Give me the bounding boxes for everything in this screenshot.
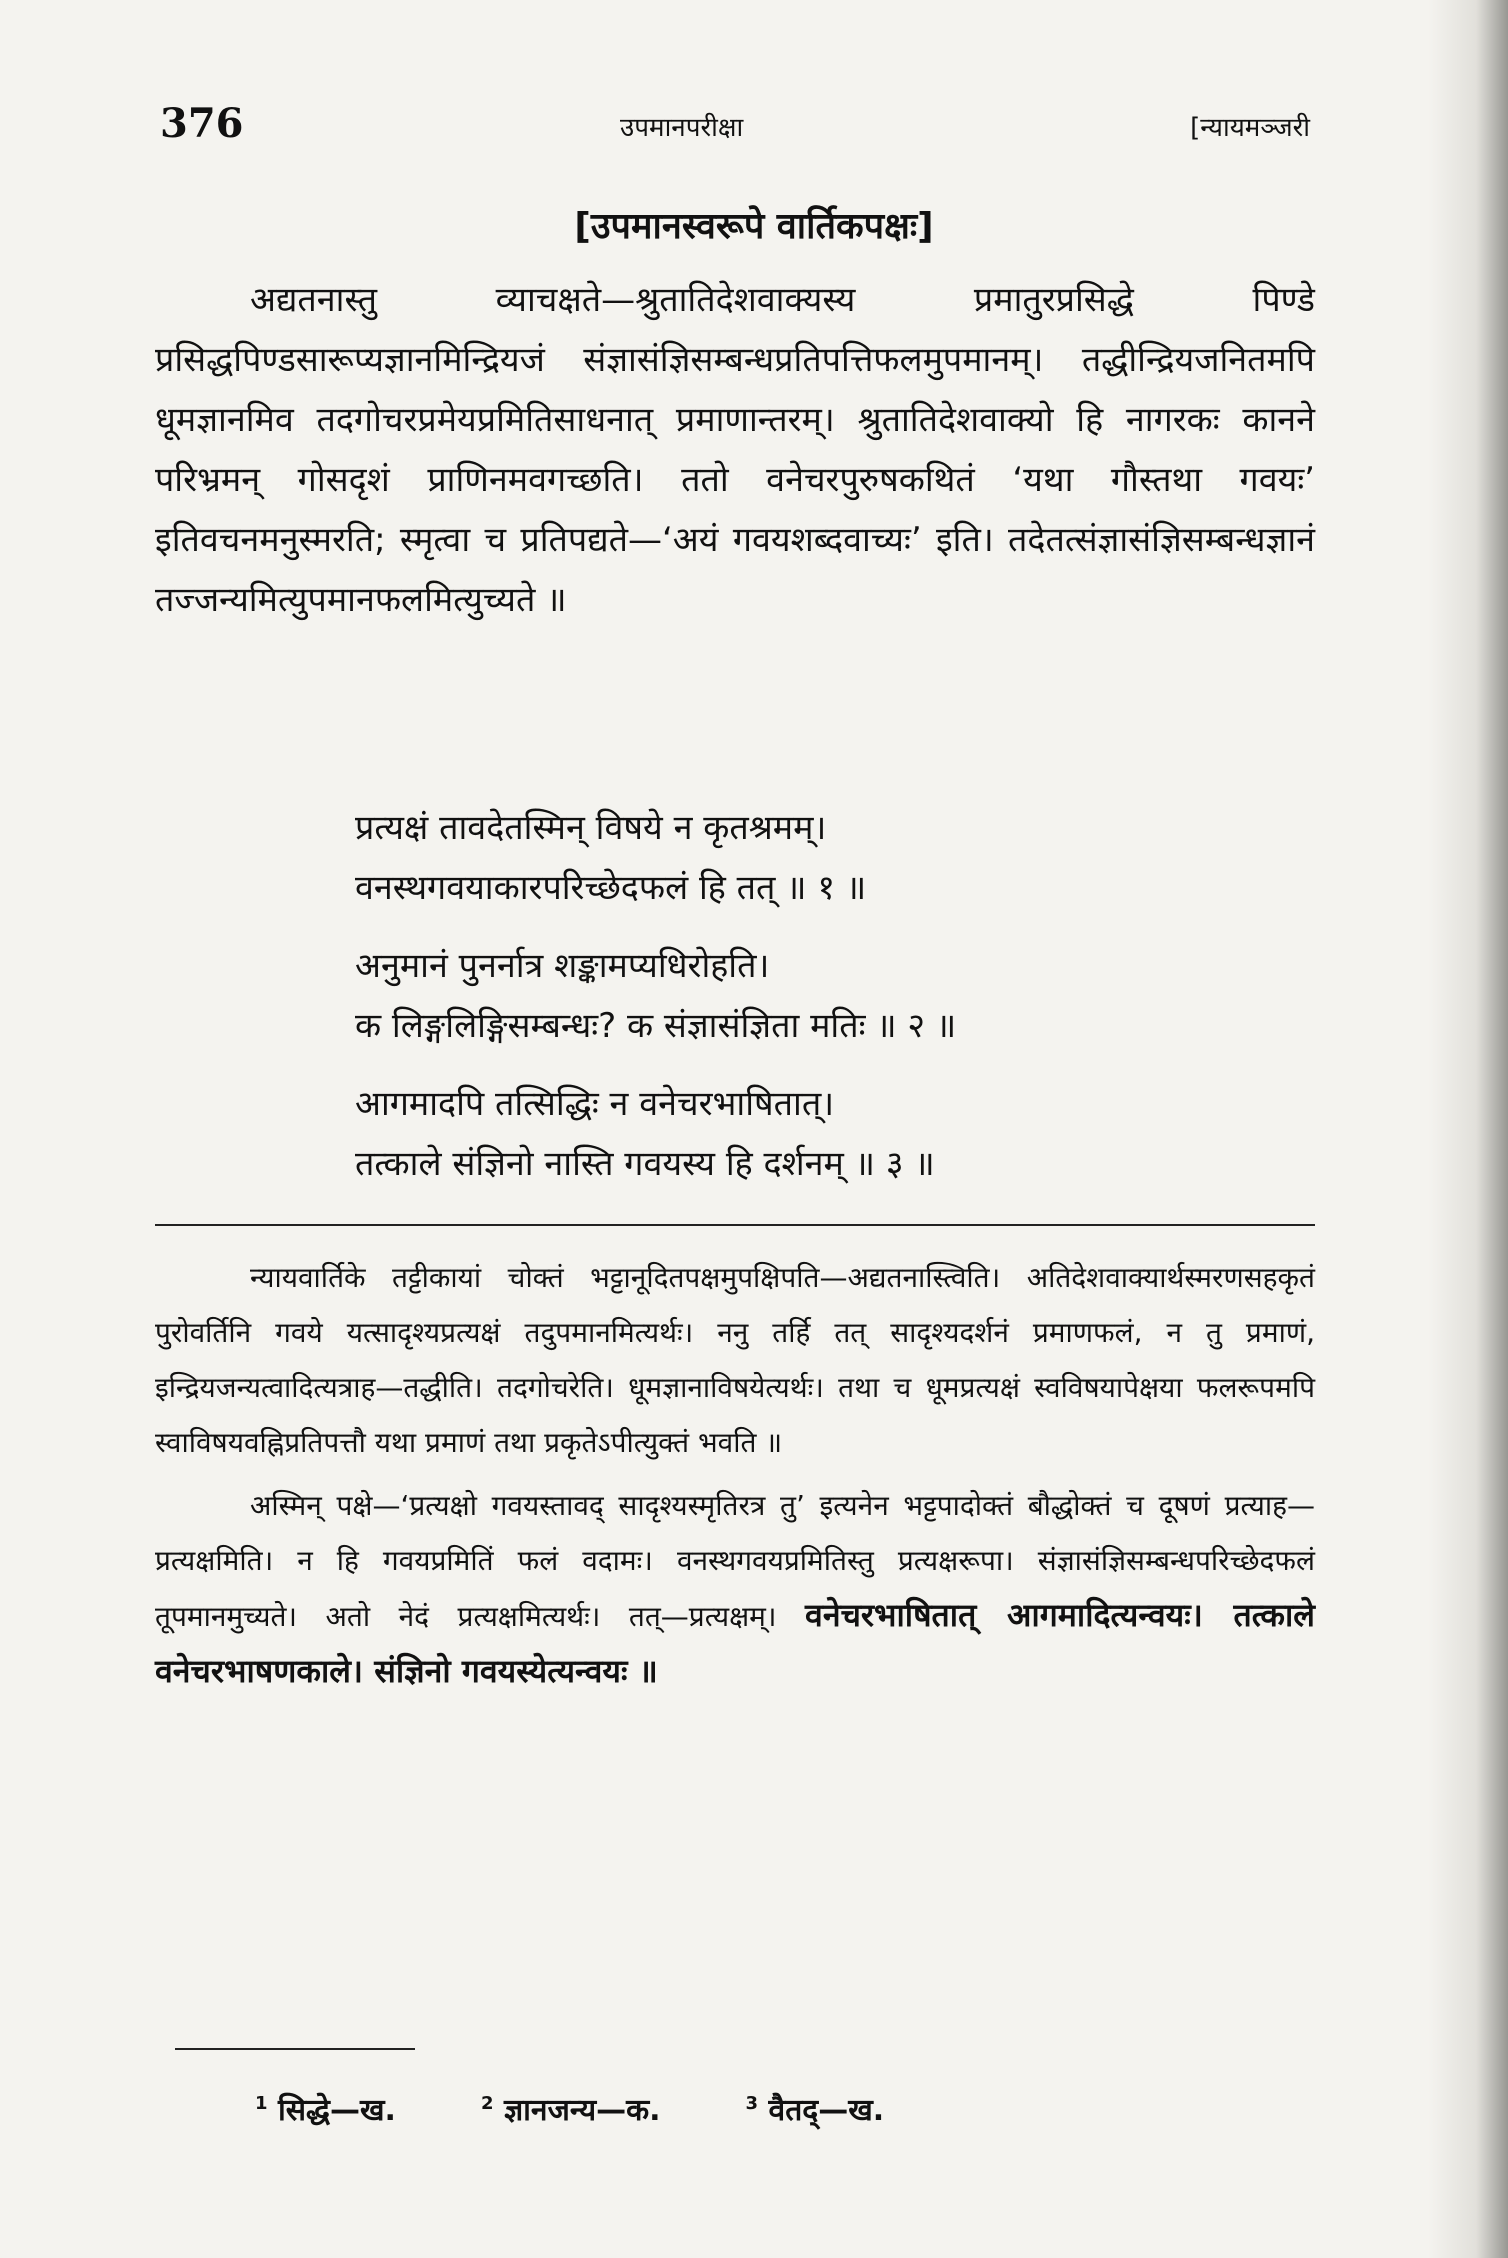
main-paragraph: अद्यतनास्तु व्याचक्षते—श्रुतातिदेशवाक्यस्य प्रमातुरप्रसिद्धे पिण्डे प्रसिद्धपिण्डसारूप्यज्ञानमिन्द्रियजं संज्ञासंज्ञिसम्बन्धप्रतिपत्तिफलमुपमानम्। तद्धीन्द्रियजनितमपि धूमज्ञानमिव तदगोचरप्रमेयप्रमितिसाधनात् प्रमाणान्तरम्। श्रुतातिदेशवाक्यो हि नागरकः कानने परिभ्रमन् गोसदृशं प्राणिनमवगच्छति। ततो वनेचरपुरुषकथितं ‘यथा गौस्तथा गवयः’ इतिवचनमनुस्मरति; स्मृत्वा च प्रतिपद्यते—‘अयं गवयशब्दवाच्यः’ इति। तदेतत्संज्ञासंज्ञिसम्बन्धज्ञानं तज्जन्यमित्युपमानफलमित्युच्यते ॥ [155,280,1315,620]
footnote-text: ज्ञानजन्य—क. [503,2093,661,2128]
verse-line: प्रत्यक्षं तावदेतस्मिन् विषये न कृतश्रमम्। [355,808,827,848]
verse-line: आगमादपि तत्सिद्धिः न वनेचरभाषितात्। [355,1084,835,1124]
footnote-divider [175,2048,415,2050]
main-text [155,270,1315,630]
page-header [160,100,1310,150]
verse-line: वनस्थगवयाकारपरिच्छेदफलं हि तत् ॥ १ ॥ [355,868,867,908]
section-heading: [उपमानस्वरूपे वार्तिकपक्षः] [574,206,934,247]
verses-block [355,798,1255,1212]
page-edge-shadow [1428,0,1508,2258]
footnote-text: वैतद्—ख. [768,2093,885,2128]
verse-2 [355,936,1255,1056]
verse-1 [355,798,1255,918]
commentary-paragraph-2-text: अस्मिन् पक्षे—‘प्रत्यक्षो गवयस्तावद् सादृश्यस्मृतिरत्र तु’ इत्यनेन भट्टपादोक्तं बौद्धोक्तं च दूषणं प्रत्याह—प्रत्यक्षमिति। न हि गवयप्रमितिं फलं वदामः। वनस्थगवयप्रमितिस्तु प्रत्यक्षरूपा। संज्ञासंज्ञिसम्बन्धपरिच्छेदफलं तूपमानमुच्यते। अतो नेदं प्रत्यक्षमित्यर्थः। तत्—प्रत्यक्षम्। [155,1489,1315,1633]
commentary [155,1250,1315,1708]
commentary-paragraph-2-tail: वनेचरभाषितात् आगमादित्यन्वयः। तत्काले वनेचरभाषणकाले। संज्ञिनो गवयस्येत्यन्वयः ॥ [155,1596,1315,1690]
verse-line: अनुमानं पुनर्नात्र शङ्कामप्यधिरोहति। [355,946,770,986]
footnote-mark: 1 [255,2093,268,2114]
section-title: [न्यायमञ्जरी [1190,113,1310,143]
page-number: 376 [160,100,244,147]
commentary-paragraph-1: न्यायवार्तिके तट्टीकायां चोक्तं भट्टानूदितपक्षमुपक्षिपति—अद्यतनास्त्विति। अतिदेशवाक्यार्थस्मरणसहकृतं पुरोवर्तिनि गवये यत्सादृश्यप्रत्यक्षं तदुपमानमित्यर्थः। ननु तर्हि तत् सादृश्यदर्शनं प्रमाणफलं, न तु प्रमाणं, इन्द्रियजन्यत्वादित्यत्राह—तद्धीति। तदगोचरेति। धूमज्ञानाविषयेत्यर्थः। तथा च धूमप्रत्यक्षं स्वविषयापेक्षया फलरूपमपि स्वाविषयवह्निप्रतिपत्तौ यथा प्रमाणं तथा प्रकृतेऽपीत्युक्तं भवति ॥ [155,1261,1315,1459]
footnote-3 [746,2088,885,2129]
footnote-mark: 2 [480,2093,494,2114]
verse-line: तत्काले संज्ञिनो नास्ति गवयस्य हि दर्शनम् ॥ ३ ॥ [355,1144,935,1184]
commentary-divider [155,1224,1315,1226]
commentary-paragraph-2 [155,1478,1315,1700]
footnote-text: सिद्धे—ख. [277,2093,396,2128]
verse-line: क लिङ्गलिङ्गिसम्बन्धः? क संज्ञासंज्ञिता मतिः ॥ २ ॥ [355,1006,957,1046]
footnote-1 [255,2088,396,2129]
footnote-mark: 3 [745,2093,759,2114]
footnote-2 [481,2088,661,2129]
verse-3 [355,1074,1255,1194]
running-title: उपमानपरीक्षा [620,113,744,143]
footnotes [255,2088,884,2129]
